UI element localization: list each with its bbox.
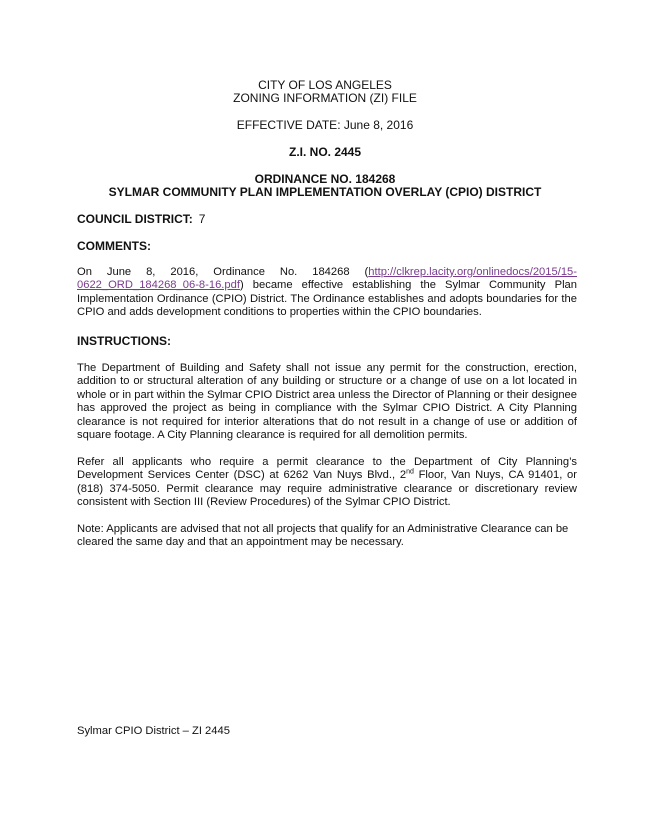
council-district-value: 7 (198, 212, 206, 226)
comments-paragraph (77, 266, 577, 320)
instructions-paragraph-1: The Department of Building and Safety shall not issue any permit for the construction, erection, addition to or structural alteration of any building or structure or a change of use on a lot located in whole or in part within the Sylmar CPIO District area unless the Director of Planning or their designee has approved the project as being in compliance with the Sylmar CPIO District. A City Planning clearance is not required for interior alterations that do not result in a change of use or addition of square footage. A City Planning clearance is required for all demolition permits. (77, 362, 577, 442)
paragraph-2-text-start: Refer all applicants who require a permit clearance to the Department of City Planning’s Development Services Center (DSC) at 6262 Van Nuys Blvd., 2 (77, 456, 577, 482)
paragraph-2-text-end: Floor, Van Nuys, CA 91401, or (818) 374-5050. Permit clearance may require administrative clearance or discretionary review consistent with Section III (Review Procedures) of the Sylmar CPIO District. (77, 469, 577, 509)
district-title: SYLMAR COMMUNITY PLAN IMPLEMENTATION OVERLAY (CPIO) DISTRICT (108, 185, 542, 199)
comments-heading: COMMENTS: (77, 239, 151, 253)
header-city: CITY OF LOS ANGELES (258, 78, 392, 92)
header-zi-file: ZONING INFORMATION (ZI) FILE (233, 91, 417, 105)
council-district-label: COUNCIL DISTRICT: (77, 212, 193, 226)
council-district (77, 212, 205, 226)
instructions-paragraph-2 (77, 456, 577, 510)
instructions-heading: INSTRUCTIONS: (77, 334, 171, 348)
zi-number: Z.I. NO. 2445 (288, 145, 362, 159)
comments-text-end: ) became effective establishing the Sylmar Community Plan Implementation Ordinance (CPIO) District. The Ordinance establishes and adopts boundaries for the CPIO and adds development conditions to properties within the CPIO boundaries. (77, 279, 577, 319)
ordinal-suffix: nd (406, 468, 414, 476)
comments-text-start: On June 8, 2016, Ordinance No. 184268 ( (77, 266, 369, 278)
ordinance-number: ORDINANCE NO. 184268 (254, 172, 396, 186)
ordinance-link[interactable]: http://clkrep.lacity.org/onlinedocs/2015/15-0622_ORD_184268_06-8-16.pdf (77, 266, 577, 292)
note-paragraph: Note: Applicants are advised that not all projects that qualify for an Administrative Clearance can be cleared the same day and that an appointment may be necessary. (77, 523, 569, 549)
effective-date: EFFECTIVE DATE: June 8, 2016 (236, 118, 414, 132)
page-footer: Sylmar CPIO District – ZI 2445 (77, 725, 230, 737)
